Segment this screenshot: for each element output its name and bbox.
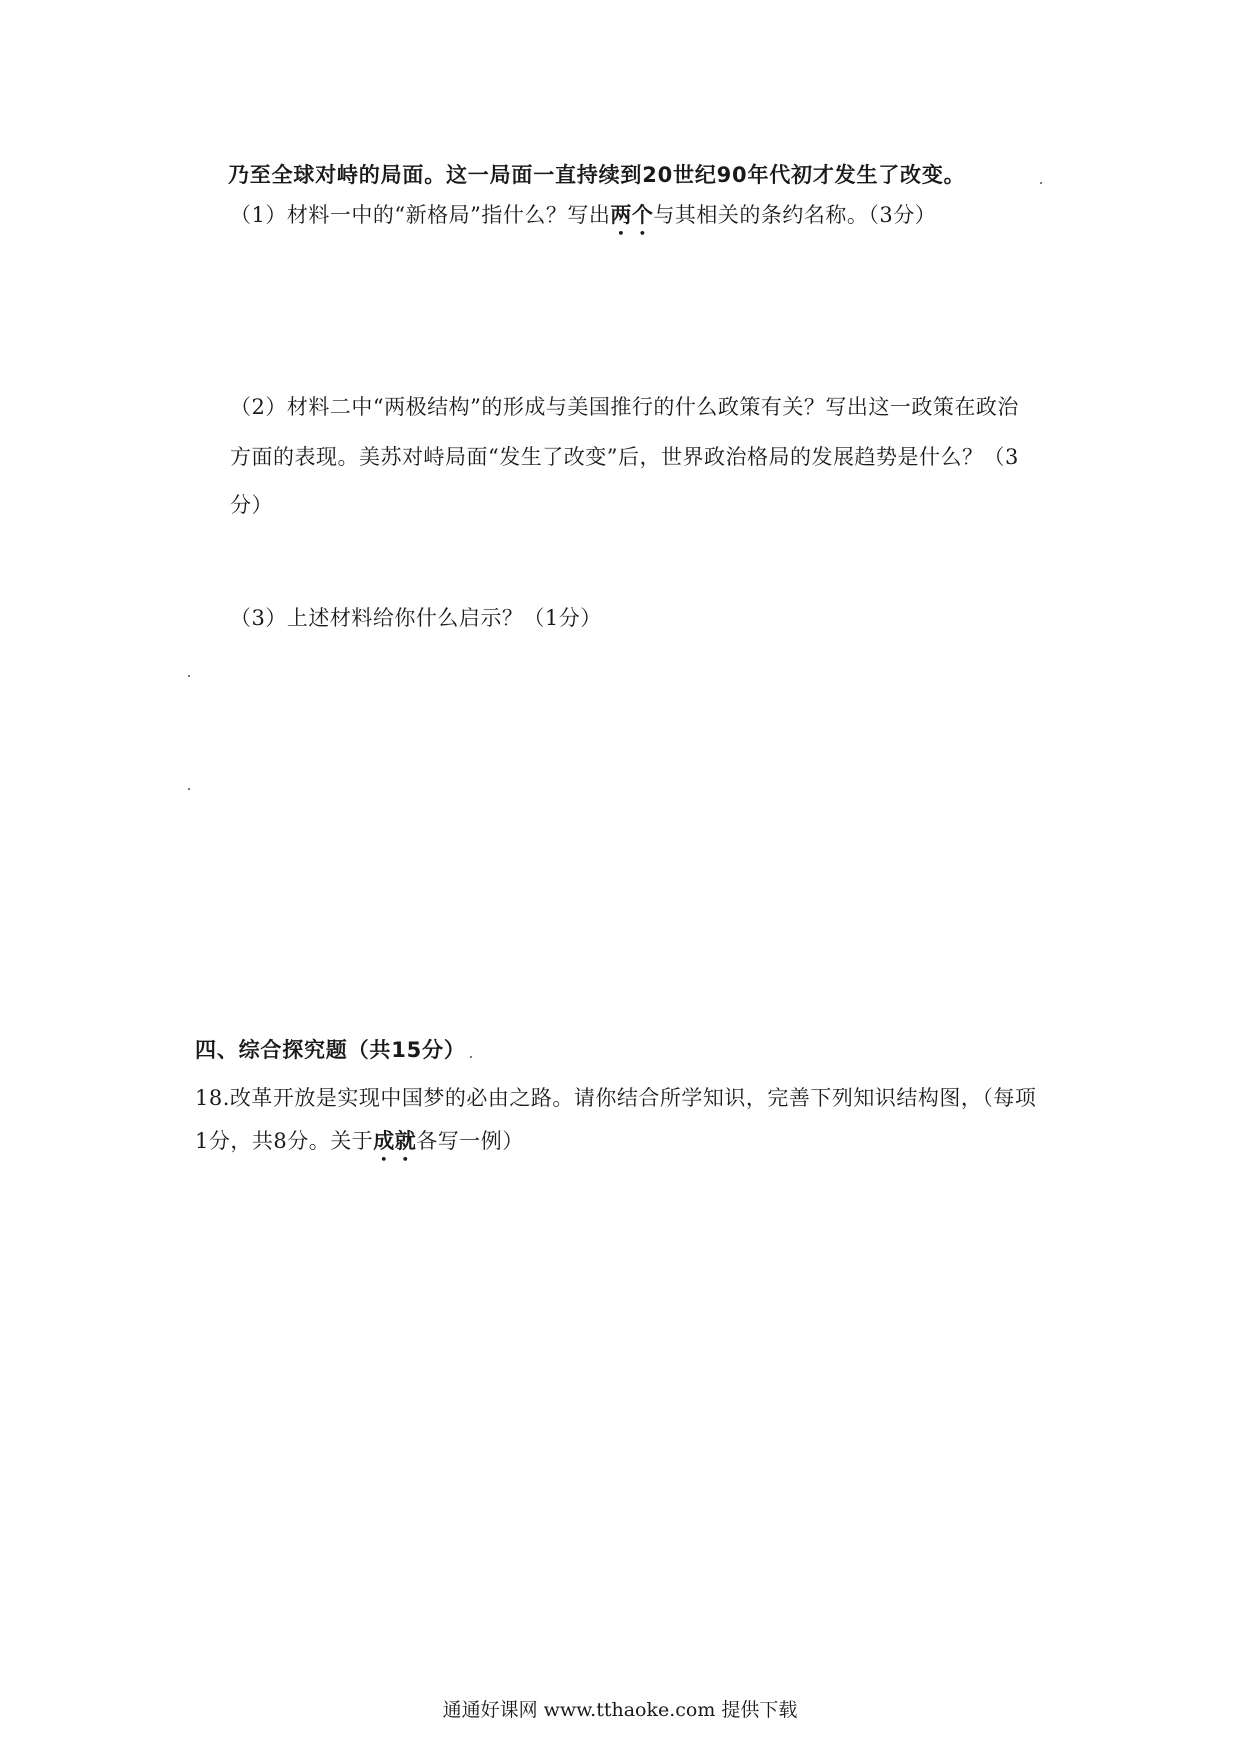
scan-speck — [188, 788, 190, 790]
scan-speck — [1040, 182, 1042, 184]
scan-speck — [188, 675, 190, 677]
question-18-line-1: 18.改革开放是实现中国梦的必由之路。请你结合所学知识，完善下列知识结构图，（每项 — [195, 1086, 1037, 1110]
question-1-text-start: （1）材料一中的“新格局”指什么？写出 — [230, 203, 611, 227]
scan-speck — [470, 1056, 472, 1058]
section-4-title: 四、综合探究题（共15分） — [195, 1038, 466, 1062]
question-1-emphasis: 两个 — [610, 203, 654, 227]
question-2-line-1: （2）材料二中“两极结构”的形成与美国推行的什么政策有关？写出这一政策在政治 — [230, 395, 1019, 419]
page-footer: 通通好课网 www.tthaoke.com 提供下载 — [442, 1699, 798, 1721]
question-18-text-end: 各写一例） — [416, 1129, 524, 1153]
question-18-line-2 — [195, 1126, 524, 1166]
question-2-line-2: 方面的表现。美苏对峙局面“发生了改变”后，世界政治格局的发展趋势是什么？（3 — [230, 445, 1019, 469]
question-18-text-start: 1分，共8分。关于 — [195, 1129, 374, 1153]
question-18-emphasis: 成就 — [373, 1129, 417, 1153]
material2-closing-text: 乃至全球对峙的局面。这一局面一直持续到20世纪90年代初才发生了改变。 — [228, 163, 966, 187]
question-1 — [230, 200, 936, 240]
question-2-line-3: 分） — [230, 493, 273, 517]
question-1-text-end: 与其相关的条约名称。（3分） — [653, 203, 937, 227]
question-3: （3）上述材料给你什么启示？（1分） — [230, 606, 602, 630]
